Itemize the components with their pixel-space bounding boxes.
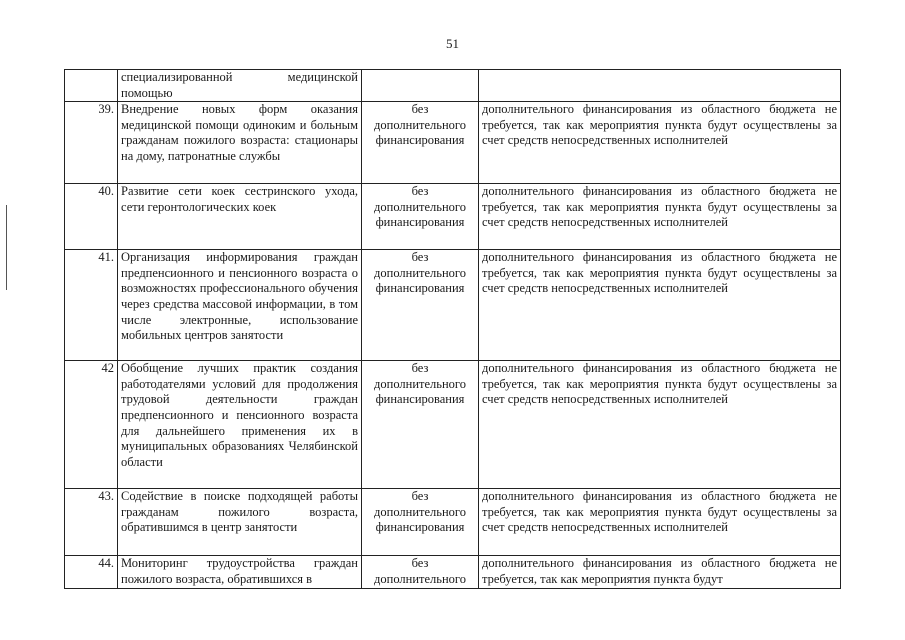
table-row (65, 250, 841, 361)
measures-table (64, 69, 841, 589)
financing-note: дополнительного финансирования из областного бюджета не требуется, так как мероприятия пункта будут осуществлены за счет средств непосредственных исполнителей (479, 489, 841, 556)
row-number: 44. (65, 556, 118, 589)
row-number: 42 (65, 361, 118, 489)
measure-name: Обобщение лучших практик создания работодателями условий для продолжения трудовой деятельности граждан предпенсионного и пенсионного возраста для дальнейшего применения их в муниципальных образованиях Челябинской области (118, 361, 362, 489)
table-row (65, 489, 841, 556)
measure-name: Внедрение новых форм оказания медицинской помощи одиноким и больным гражданам пожилого возраста: стационары на дому, патронатные службы (118, 102, 362, 184)
scan-margin-line (6, 205, 7, 290)
measure-name: Мониторинг трудоустройства граждан пожилого возраста, обратившихся в (118, 556, 362, 589)
table-row (65, 70, 841, 102)
row-number: 40. (65, 184, 118, 250)
financing-cell: без дополнительного (362, 556, 479, 589)
financing-cell: без дополнительного финансирования (362, 361, 479, 489)
financing-cell: без дополнительного финансирования (362, 489, 479, 556)
financing-note: дополнительного финансирования из областного бюджета не требуется, так как мероприятия пункта будут осуществлены за счет средств непосредственных исполнителей (479, 361, 841, 489)
measure-name: Содействие в поиске подходящей работы гражданам пожилого возраста, обратившимся в центр занятости (118, 489, 362, 556)
financing-note: дополнительного финансирования из областного бюджета не требуется, так как мероприятия пункта будут осуществлены за счет средств непосредственных исполнителей (479, 184, 841, 250)
financing-cell: без дополнительного финансирования (362, 184, 479, 250)
row-number (65, 70, 118, 102)
financing-cell: без дополнительного финансирования (362, 102, 479, 184)
row-number: 43. (65, 489, 118, 556)
table-row (65, 361, 841, 489)
measure-name: Развитие сети коек сестринского ухода, сети геронтологических коек (118, 184, 362, 250)
financing-note: дополнительного финансирования из областного бюджета не требуется, так как мероприятия пункта будут осуществлены за счет средств непосредственных исполнителей (479, 102, 841, 184)
table-row (65, 184, 841, 250)
financing-note (479, 70, 841, 102)
financing-note: дополнительного финансирования из областного бюджета не требуется, так как мероприятия пункта будут (479, 556, 841, 589)
row-number: 41. (65, 250, 118, 361)
row-number: 39. (65, 102, 118, 184)
page-number: 51 (446, 36, 459, 51)
measure-name: специализированной медицинской помощью (118, 70, 362, 102)
table-row (65, 556, 841, 589)
financing-note: дополнительного финансирования из областного бюджета не требуется, так как мероприятия пункта будут осуществлены за счет средств непосредственных исполнителей (479, 250, 841, 361)
financing-cell (362, 70, 479, 102)
table-row (65, 102, 841, 184)
measure-name: Организация информирования граждан предпенсионного и пенсионного возраста о возможностях профессионального обучения через средства массовой информации, в том числе электронные, использование мобильных центров занятости (118, 250, 362, 361)
financing-cell: без дополнительного финансирования (362, 250, 479, 361)
